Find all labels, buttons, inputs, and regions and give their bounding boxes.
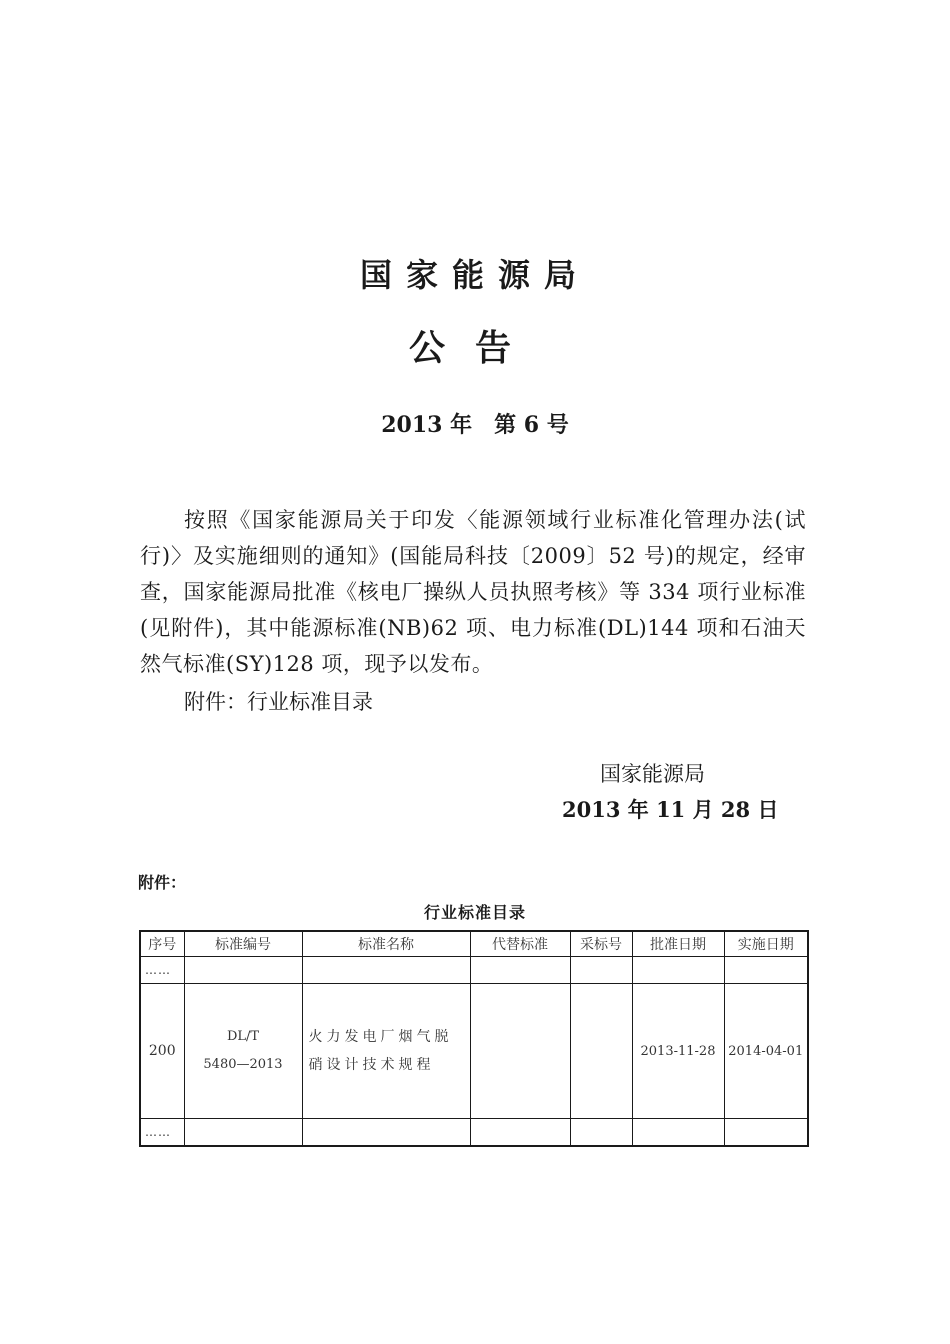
cell-code-line1: DL/T [226,1029,260,1044]
announcement-paragraph: 按照《国家能源局关于印发〈能源领域行业标准化管理办法(试行)〉及实施细则的通知》(国能局科技〔2009〕52 号)的规定，经审查，国家能源局批准《核电厂操纵人员执照考核》等 334 项行业标准(见附件)，其中能源标准(NB)62 项、电力标准(DL)144 项和石油天然气标准(SY)128 项，现予以发布。 [140,508,806,676]
cell-code-line2: 5480—2013 [203,1057,283,1072]
col-header-approved: 批准日期 [632,931,724,957]
standards-table [139,930,809,1147]
ellipsis-cell: …… [140,957,184,984]
table-title: 行业标准目录 [423,903,526,922]
signature-organization: 国家能源局 [600,762,705,786]
col-header-seq: 序号 [140,931,184,957]
notice-title: 公告 [408,328,541,369]
col-header-code: 标准编号 [184,931,302,957]
cell-adopted [570,984,632,1119]
cell-replaces [470,984,570,1119]
col-header-replaces: 代替标准 [470,931,570,957]
table-row-ellipsis-top [140,957,808,984]
table-row-ellipsis-bottom [140,1119,808,1147]
cell-approved: 2013-11-28 [632,984,724,1119]
issuer-title: 国家能源局 [359,256,590,294]
ellipsis-cell: …… [140,1119,184,1147]
col-header-adopted: 采标号 [570,931,632,957]
cell-name: 火力发电厂烟气脱硝设计技术规程 [302,984,470,1119]
cell-code [184,984,302,1119]
col-header-name: 标准名称 [302,931,470,957]
signature-date: 2013 年 11 月 28 日 [562,797,779,822]
cell-effective: 2014-04-01 [724,984,808,1119]
table-row [140,984,808,1119]
col-header-effective: 实施日期 [724,931,808,957]
attachment-label: 附件： [138,873,187,892]
table-header-row [140,931,808,957]
issue-number: 2013 年 第 6 号 [381,412,569,438]
attachment-reference: 附件：行业标准目录 [184,690,373,714]
cell-seq: 200 [140,984,184,1119]
